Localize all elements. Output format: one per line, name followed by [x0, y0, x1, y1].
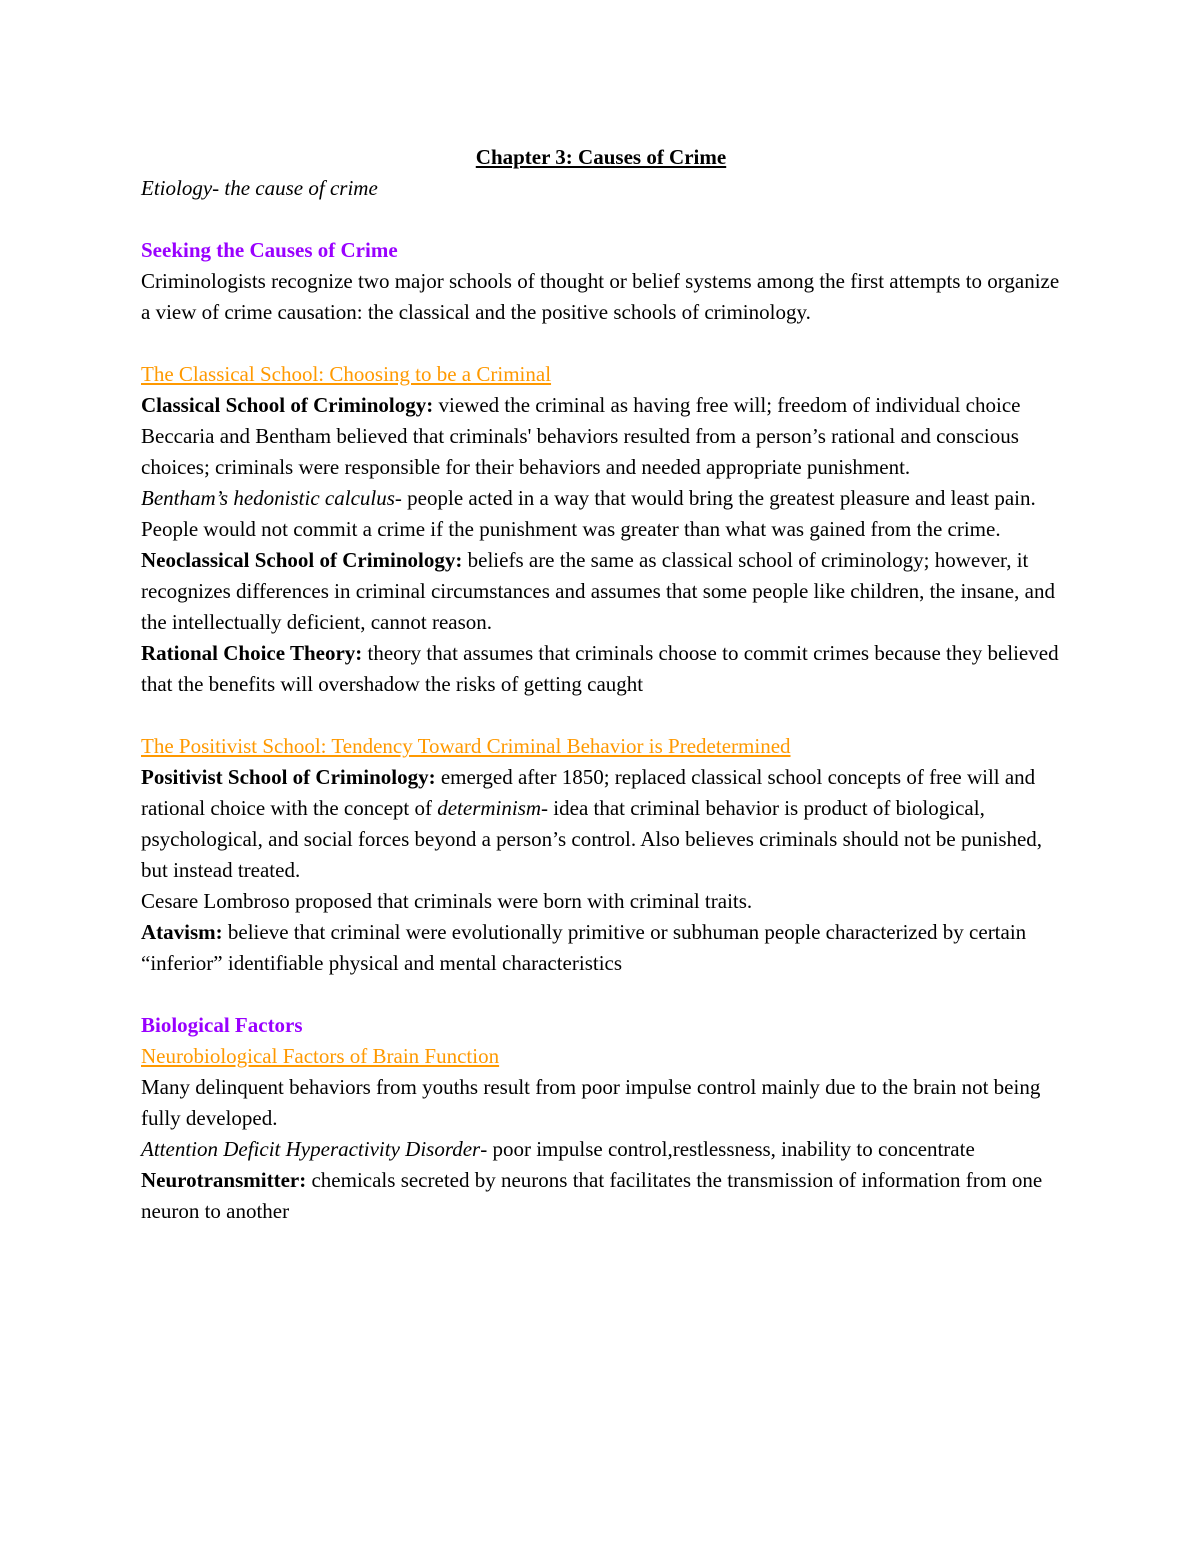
section-heading-biological-factors: Biological Factors: [141, 1013, 303, 1037]
paragraph-rational-choice: [141, 638, 1061, 700]
term-determinism: determinism: [437, 796, 542, 820]
spacer: [141, 700, 1061, 731]
document-body: [141, 142, 1061, 1227]
paragraph-adhd: [141, 1134, 1061, 1165]
page-title: Chapter 3: Causes of Crime: [475, 145, 727, 169]
term-neoclassical-school: Neoclassical School of Criminology:: [141, 548, 463, 572]
definition-positivist-school-b: - idea that criminal behavior is product of biological, psychological, and social forces beyond a person’s control. Also believes criminals should not be punished, but instead treated.: [141, 796, 1043, 882]
paragraph-hedonistic-calculus: [141, 483, 1061, 545]
section-heading-seeking-causes: Seeking the Causes of Crime: [141, 238, 398, 262]
spacer: [141, 204, 1061, 235]
paragraph-atavism: [141, 917, 1061, 979]
definition-hedonistic-calculus: - people acted in a way that would bring the greatest pleasure and least pain. People would not commit a crime if the punishment was greater than what was gained from the crime.: [141, 486, 1036, 541]
paragraph-classical-school: [141, 390, 1061, 421]
paragraph-beccaria-bentham: Beccaria and Bentham believed that criminals' behaviors resulted from a person’s rational and conscious choices; criminals were responsible for their behaviors and needed appropriate punishment.: [141, 424, 1019, 479]
spacer: [141, 328, 1061, 359]
term-classical-school: Classical School of Criminology:: [141, 393, 434, 417]
paragraph-positivist-school: [141, 762, 1061, 886]
definition-neurotransmitter: chemicals secreted by neurons that facilitates the transmission of information from one neuron to another: [141, 1168, 1043, 1223]
spacer: [141, 979, 1061, 1010]
definition-rational-choice: theory that assumes that criminals choose to commit crimes because they believed that the benefits will overshadow the risks of getting caught: [141, 641, 1059, 696]
paragraph-neurotransmitter: [141, 1165, 1061, 1227]
definition-classical-school: viewed the criminal as having free will; freedom of individual choice: [433, 393, 1021, 417]
definition-positivist-school-a: emerged after 1850; replaced classical school concepts of free will and rational choice with the concept of: [141, 765, 1036, 820]
definition-adhd: - poor impulse control,restlessness, inability to concentrate: [480, 1137, 975, 1161]
term-neurotransmitter: Neurotransmitter:: [141, 1168, 307, 1192]
subheading-positivist-school: The Positivist School: Tendency Toward Criminal Behavior is Predetermined: [141, 734, 791, 758]
paragraph-schools-of-thought: Criminologists recognize two major schools of thought or belief systems among the first attempts to organize a view of crime causation: the classical and the positive schools of criminology.: [141, 269, 1060, 324]
paragraph-neoclassical-school: [141, 545, 1061, 638]
definition-neoclassical-school: beliefs are the same as classical school of criminology; however, it recognizes differences in criminal circumstances and assumes that some people like children, the insane, and the intellectually deficient, cannot reason.: [141, 548, 1055, 634]
term-rational-choice: Rational Choice Theory:: [141, 641, 363, 665]
definition-atavism: believe that criminal were evolutionally primitive or subhuman people characterized by certain “inferior” identifiable physical and mental characteristics: [141, 920, 1027, 975]
term-atavism: Atavism:: [141, 920, 223, 944]
term-positivist-school: Positivist School of Criminology:: [141, 765, 436, 789]
subheading-neurobiological-factors: Neurobiological Factors of Brain Function: [141, 1044, 500, 1068]
subheading-classical-school: The Classical School: Choosing to be a Criminal: [141, 362, 552, 386]
paragraph-lombroso: Cesare Lombroso proposed that criminals were born with criminal traits.: [141, 889, 753, 913]
etiology-definition: Etiology- the cause of crime: [141, 176, 378, 200]
term-hedonistic-calculus: Bentham’s hedonistic calculus: [141, 486, 395, 510]
term-adhd: Attention Deficit Hyperactivity Disorder: [141, 1137, 481, 1161]
paragraph-impulse-control: Many delinquent behaviors from youths result from poor impulse control mainly due to the brain not being fully developed.: [141, 1075, 1041, 1130]
